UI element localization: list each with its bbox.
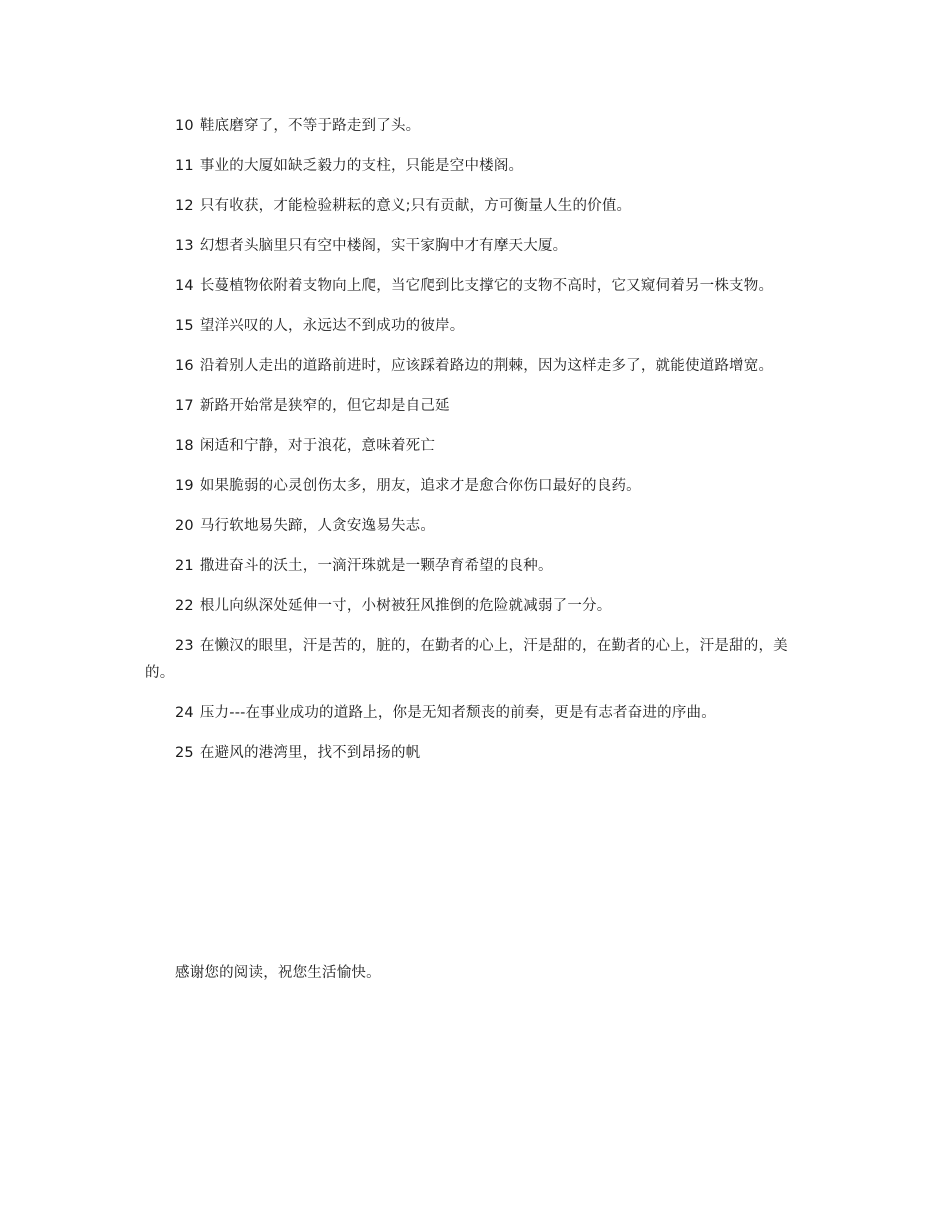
item-text: 在懒汉的眼里，汗是苦的，脏的，在勤者的心上，汗是甜的，在勤者的心上，汗是甜的，美的。	[145, 638, 788, 681]
item-text: 根儿向纵深处延伸一寸，小树被狂风推倒的危险就减弱了一分。	[199, 598, 612, 614]
item-text: 长蔓植物依附着支物向上爬，当它爬到比支撑它的支物不高时，它又窥伺着另一株支物。	[199, 278, 774, 294]
item-number: 14	[175, 278, 194, 294]
item-text: 在避风的港湾里，找不到昂扬的帆	[199, 745, 421, 761]
item-text: 望洋兴叹的人，永远达不到成功的彼岸。	[199, 318, 465, 334]
list-item	[145, 313, 805, 340]
item-text: 马行软地易失蹄，人贪安逸易失志。	[199, 518, 436, 534]
item-number: 18	[175, 438, 194, 454]
item-number: 17	[175, 398, 194, 414]
list-item	[145, 273, 805, 300]
closing-message: 感谢您的阅读，祝您生活愉快。	[175, 965, 381, 981]
item-text: 撒进奋斗的沃土，一滴汗珠就是一颗孕育希望的良种。	[199, 558, 553, 574]
item-text: 压力---在事业成功的道路上，你是无知者颓丧的前奏，更是有志者奋进的序曲。	[199, 705, 716, 721]
item-number: 24	[175, 705, 194, 721]
item-number: 16	[175, 358, 194, 374]
list-item	[145, 553, 805, 580]
list-item	[145, 233, 805, 260]
item-number: 21	[175, 558, 194, 574]
list-item	[145, 393, 805, 420]
item-number: 23	[175, 638, 194, 654]
item-number: 22	[175, 598, 194, 614]
list-item	[145, 193, 805, 220]
item-number: 11	[175, 158, 194, 174]
item-text: 如果脆弱的心灵创伤太多，朋友，追求才是愈合你伤口最好的良药。	[199, 478, 641, 494]
list-item	[145, 473, 805, 500]
item-text: 只有收获，才能检验耕耘的意义;只有贡献，方可衡量人生的价值。	[199, 198, 632, 214]
list-item	[145, 593, 805, 620]
quote-list	[145, 113, 805, 780]
item-text: 幻想者头脑里只有空中楼阁，实干家胸中才有摩天大厦。	[199, 238, 568, 254]
item-number: 15	[175, 318, 194, 334]
item-number: 19	[175, 478, 194, 494]
item-text: 新路开始常是狭窄的，但它却是自己延	[199, 398, 450, 414]
list-item	[145, 740, 805, 767]
item-number: 12	[175, 198, 194, 214]
list-item	[145, 353, 805, 380]
item-text: 沿着别人走出的道路前进时，应该踩着路边的荆棘，因为这样走多了，就能使道路增宽。	[199, 358, 774, 374]
list-item	[145, 633, 805, 687]
list-item	[145, 513, 805, 540]
list-item	[145, 700, 805, 727]
item-number: 13	[175, 238, 194, 254]
list-item	[145, 113, 805, 140]
item-number: 25	[175, 745, 194, 761]
item-text: 闲适和宁静，对于浪花，意味着死亡	[199, 438, 436, 454]
list-item	[145, 153, 805, 180]
item-number: 20	[175, 518, 194, 534]
item-text: 鞋底磨穿了，不等于路走到了头。	[199, 118, 421, 134]
item-text: 事业的大厦如缺乏毅力的支柱，只能是空中楼阁。	[199, 158, 524, 174]
item-number: 10	[175, 118, 194, 134]
list-item	[145, 433, 805, 460]
